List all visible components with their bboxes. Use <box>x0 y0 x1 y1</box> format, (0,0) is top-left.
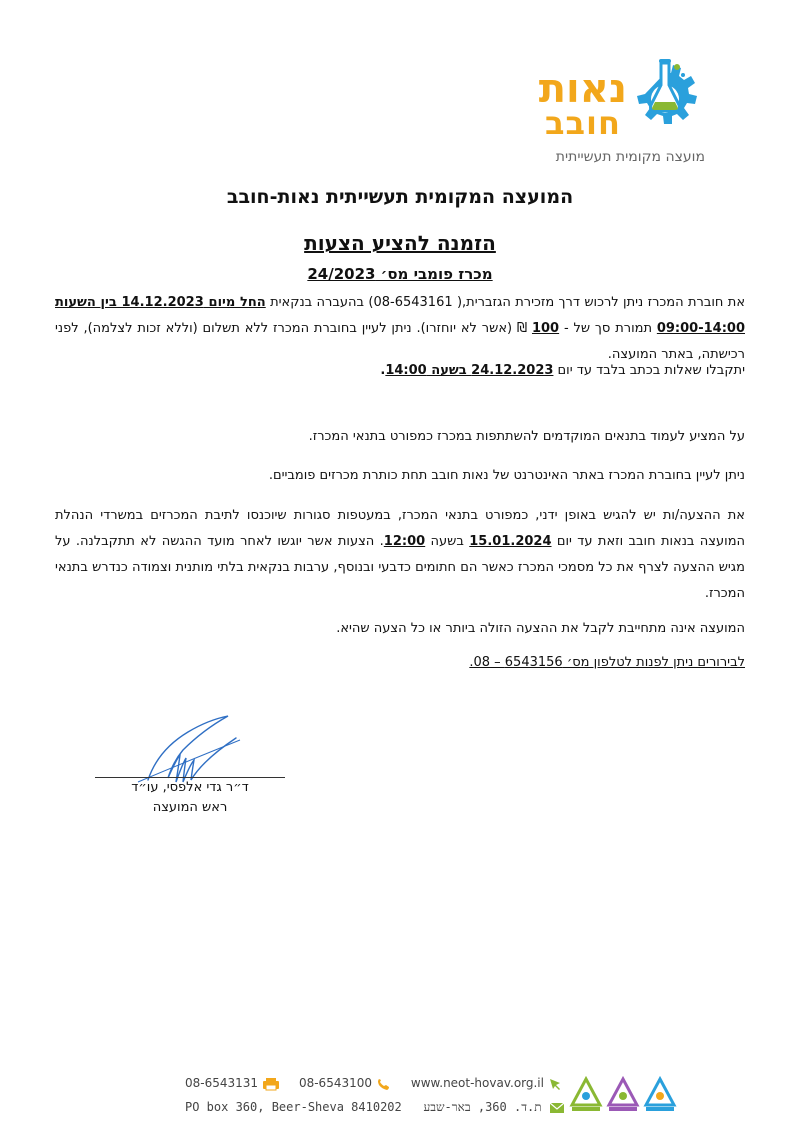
badge-icon-1 <box>572 1079 600 1111</box>
paragraph-purchase <box>55 290 745 368</box>
signatory-role: ראש המועצה <box>152 800 228 815</box>
logo-name-line1: נאות <box>538 66 627 112</box>
paragraph-disclaimer: המועצה אינה מתחייבת לקבל את ההצעה הזולה ביותר או כל הצעה שהיא. <box>336 621 745 636</box>
organization-title: המועצה המקומית תעשייתית נאות-חובב <box>226 186 574 208</box>
submission-text-3: . הצעות אשר יוגשו לאחר מועד ההגשה לא תתקבלנה. על מגיש ההצעה לצרף את כל מסמכי המכרז כאשר הם חתומים כדבעי ובנוסף, ערבות בנקאית בלתי מותנית וצמודה כנדרש בתנאי המכרז. <box>55 534 745 601</box>
questions-text: יתקבלו שאלות בכתב בלבד עד יום <box>553 363 745 378</box>
purchase-text-1: את חוברת המכרז ניתן לרכוש דרך מזכירת הגזברית,( 08-6543161) בהעברה בנקאית <box>265 295 746 310</box>
gear-flask-icon <box>625 55 705 140</box>
paragraph-inquiries: לבירורים ניתן לפנות לטלפון מס׳ 6543156 – 08. <box>469 655 745 670</box>
paragraph-questions <box>55 358 745 384</box>
badge-icon-3 <box>646 1079 674 1111</box>
purchase-text-3: ₪ (אשר לא יוחזרו). ניתן לעיין בחוברת המכרז ללא תשלום (וללא זכות לצלמה), לפני רכישתה, באתר המועצה. <box>55 321 745 362</box>
paragraph-website: ניתן לעיין בחוברת המכרז באתר האינטרנט של נאות חובב תחת כותרת מכרזים פומביים. <box>268 468 745 483</box>
submission-text-1: את ההצעה/ות יש להגיש באופן ידני, כמפורט בתנאי המכרז, במעטפות סגורות שיוכנסו לתיבת המכרזים במשרדי הנהלת המועצה בנאות חובב וזאת עד יום <box>55 508 746 549</box>
cursor-icon <box>548 1077 562 1091</box>
footer-row-contacts <box>185 1076 562 1091</box>
logo-name-line2: חובב <box>545 104 621 142</box>
fax-icon <box>262 1077 280 1091</box>
purchase-price: 100 <box>531 321 560 336</box>
logo-tagline: מועצה מקומית תעשייתית <box>555 149 705 165</box>
submission-text-2: בשעה <box>425 534 470 549</box>
submission-time: 12:00 <box>383 534 426 549</box>
footer-row-address <box>185 1100 565 1115</box>
paragraph-conditions: על המציע לעמוד בתנאים המוקדמים להשתתפות במכרז כמפורט בתנאי המכרז. <box>308 429 745 444</box>
questions-end: . <box>380 363 386 378</box>
purchase-dates: החל מיום 14.12.2023 בין השעות 09:00-14:00 <box>55 295 745 336</box>
address-hebrew: ת.ד. 360, באר-שבע <box>423 1100 542 1114</box>
invitation-title: הזמנה להציע הצעות <box>304 231 496 255</box>
badge-icon-2 <box>609 1079 637 1111</box>
phone-icon <box>376 1077 392 1091</box>
footer-contact <box>185 1072 605 1122</box>
certification-badges <box>568 1075 678 1115</box>
address-english: PO box 360, Beer-Sheva 8410202 <box>185 1100 402 1114</box>
fax-number: 08-6543131 <box>185 1076 259 1090</box>
phone-number: 08-6543100 <box>298 1076 372 1090</box>
submission-date: 15.01.2024 <box>469 534 552 549</box>
questions-deadline: 24.12.2023 בשעה 14:00 <box>385 363 554 378</box>
purchase-text-2: תמורת סך של - <box>559 321 657 336</box>
paragraph-submission <box>55 503 745 607</box>
website-link[interactable]: www.neot-hovav.org.il <box>410 1076 544 1090</box>
mail-icon <box>549 1102 565 1114</box>
tender-number: מכרז פומבי מס׳ 24/2023 <box>307 265 493 283</box>
signatory-name: ד״ר גדי אלפסי, עו״ד <box>131 780 249 795</box>
council-logo <box>515 45 705 170</box>
